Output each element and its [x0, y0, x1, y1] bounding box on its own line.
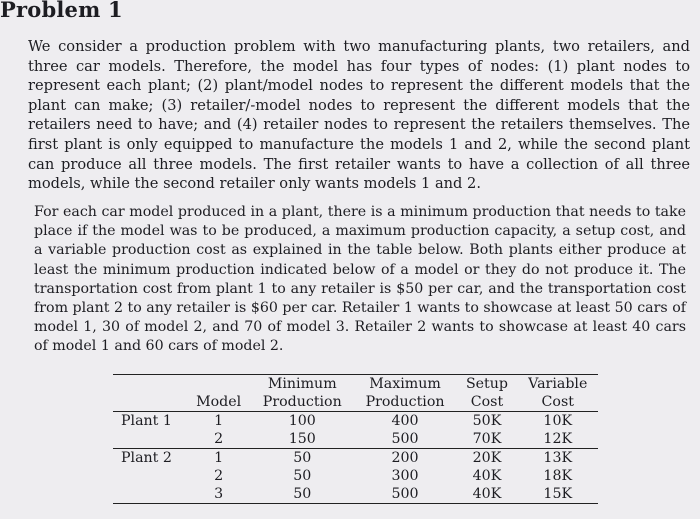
table-cell: 50K — [472, 413, 502, 429]
table-cell: 10K — [543, 413, 573, 429]
table-cell: 400 — [391, 413, 419, 429]
table-cell-plant — [113, 485, 186, 504]
table-cell: 15K — [543, 486, 573, 502]
table-cell: 50 — [293, 486, 312, 502]
table-cell: 50 — [293, 468, 312, 484]
table-cell: 13K — [543, 450, 573, 466]
table-cell-plant: Plant 1 — [121, 413, 172, 429]
table-cell: 70K — [472, 431, 502, 447]
table-cell: 2 — [214, 468, 224, 484]
table-row — [113, 449, 598, 468]
table-header-cell: Maximum — [369, 376, 441, 392]
paragraph-problem-setup: We consider a production problem with two manufacturing plants, two retailers, and three car models. Therefore, the model has four types of nodes: (1) plant nodes to represent each plant; (2) plant/model nodes to represent the different models that the plant can make; (3) retailer/-model nodes to represent the different models that the retailers need to have; and (4) retailer nodes to represent the retailers themselves. The first plant is only equipped to manufacture the models 1 and 2, while the second plant can produce all three models. The first retailer wants to have a collection of all three models, while the second retailer only wants models 1 and 2. — [28, 38, 690, 193]
table-header-cell: Variable — [528, 376, 588, 392]
table-header-cell — [186, 375, 251, 394]
paragraph-production-details: For each car model produced in a plant, there is a minimum production that needs to take place if the model was to be produced, a maximum production capacity, a setup cost, and a variable production cost as explained in the table below. Both plants either produce at least the minimum production indicated below of a model or they do not produce it. The transportation cost from plant 1 to any retailer is $50 per car, and the transportation cost from plant 2 to any retailer is $60 per car. Retailer 1 wants to showcase at least 50 cars of model 1, 30 of model 2, and 70 of model 3. Retailer 2 wants to showcase at least 40 cars of model 1 and 60 cars of model 2. — [34, 204, 686, 355]
table-cell: 20K — [472, 450, 502, 466]
table-cell: 500 — [391, 486, 419, 502]
table-header-cell — [113, 393, 186, 412]
table-cell: 2 — [214, 431, 224, 447]
table-cell-plant: Plant 2 — [121, 450, 172, 466]
table-cell: 40K — [472, 468, 502, 484]
table-cell: 12K — [543, 431, 573, 447]
table-cell: 40K — [472, 486, 502, 502]
production-table — [113, 374, 598, 504]
table-cell: 1 — [214, 450, 224, 466]
table-cell: 50 — [293, 450, 312, 466]
table-cell: 500 — [391, 431, 419, 447]
table-header-row-top — [113, 375, 598, 394]
table-header-cell: Production — [365, 394, 445, 410]
table-cell: 3 — [214, 486, 224, 502]
table-row — [113, 467, 598, 485]
table-header-cell: Cost — [541, 394, 574, 410]
table-header-cell: Cost — [470, 394, 504, 410]
table-header-cell: Minimum — [267, 376, 337, 392]
table-row — [113, 485, 598, 504]
table-cell: 1 — [214, 413, 224, 429]
table-header-row-bottom — [113, 393, 598, 412]
table-header-cell: Model — [196, 394, 242, 410]
table-cell-plant — [113, 430, 186, 449]
table-header-cell — [113, 375, 186, 394]
production-table-container — [113, 374, 598, 504]
table-cell: 200 — [391, 450, 419, 466]
table-cell: 150 — [288, 431, 316, 447]
table-header-cell: Production — [262, 394, 342, 410]
problem-title: Problem 1 — [0, 0, 123, 22]
table-cell: 100 — [288, 413, 316, 429]
table-cell: 18K — [543, 468, 573, 484]
table-row — [113, 430, 598, 449]
table-cell: 300 — [391, 468, 419, 484]
table-header-cell: Setup — [465, 376, 508, 392]
table-row — [113, 412, 598, 431]
table-cell-plant — [113, 467, 186, 485]
